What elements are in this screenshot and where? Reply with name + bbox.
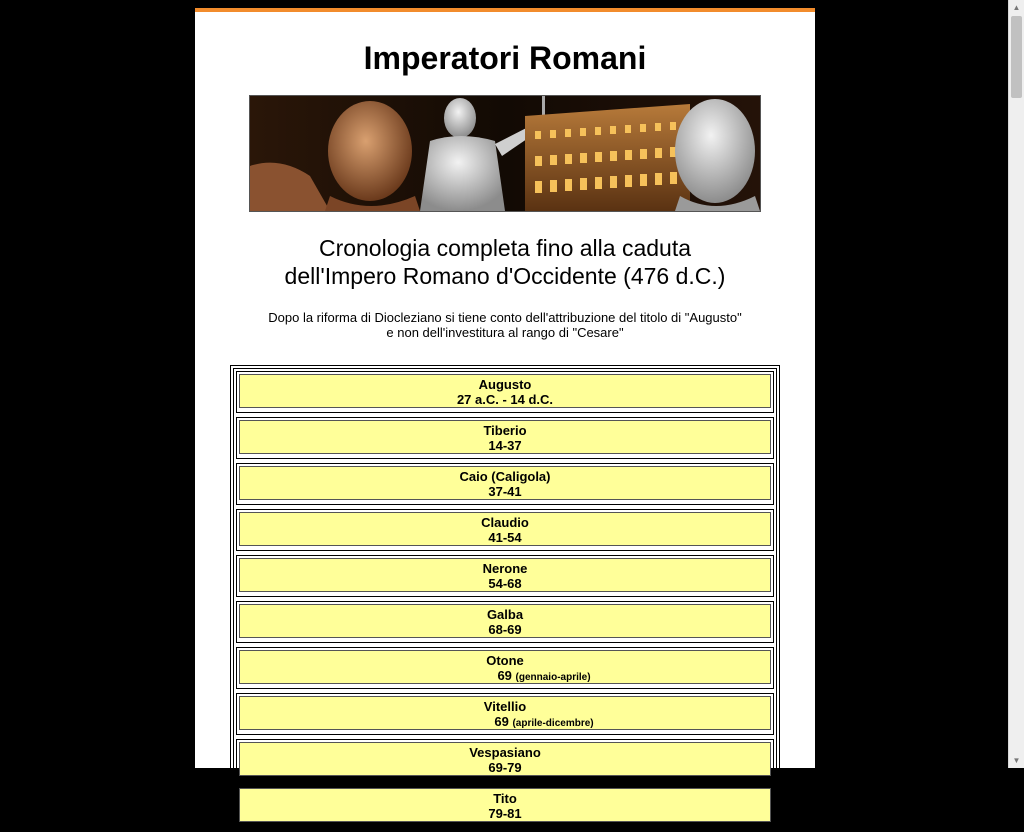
- emperor-name: Vespasiano: [469, 745, 541, 760]
- triangle-down-icon[interactable]: ▼: [1012, 756, 1021, 765]
- table-row: [236, 785, 774, 827]
- emperor-cell: [239, 742, 771, 776]
- emperor-name: Augusto: [478, 377, 532, 392]
- emperor-name: Claudio: [481, 515, 529, 530]
- emperor-years: 69: [497, 668, 512, 683]
- scrollbar-thumb[interactable]: [1011, 16, 1022, 98]
- emperor-cell: [239, 604, 771, 638]
- emperor-cell: [239, 788, 771, 822]
- page-subtitle: [195, 234, 815, 290]
- table-row: [236, 417, 774, 459]
- emperor-name: Vitellio: [483, 699, 527, 714]
- emperor-years: 27 a.C. - 14 d.C.: [456, 392, 554, 407]
- emperor-years-line: [240, 668, 770, 685]
- emperor-years-note: (gennaio-aprile): [515, 672, 591, 683]
- emperor-years: 37-41: [488, 484, 522, 499]
- page-container: [195, 8, 815, 821]
- emperor-years: 14-37: [488, 438, 522, 453]
- emperor-name: Tiberio: [483, 423, 527, 438]
- emperor-name: Galba: [486, 607, 524, 622]
- emperor-years-note: (aprile-dicembre): [512, 718, 594, 729]
- banner-image: [249, 95, 761, 212]
- emperor-cell: [239, 374, 771, 408]
- emperor-years: 79-81: [488, 806, 522, 821]
- emperors-table-body: [233, 368, 777, 832]
- emperor-name: Nerone: [482, 561, 528, 576]
- table-row: [236, 647, 774, 689]
- emperors-table: [230, 365, 780, 821]
- emperor-years: 54-68: [488, 576, 522, 591]
- emperor-name: Otone: [486, 653, 524, 668]
- emperor-years: 69-79: [488, 760, 522, 775]
- page-title: Imperatori Romani: [363, 40, 647, 76]
- note-line-2: e non dell'investitura al rango di "Cesare": [386, 325, 624, 340]
- note-line-1: Dopo la riforma di Diocleziano si tiene conto dell'attribuzione del titolo di "Augusto": [268, 310, 742, 325]
- emperor-cell: [239, 696, 771, 730]
- table-row: [236, 463, 774, 505]
- emperor-years: 68-69: [488, 622, 522, 637]
- emperor-cell: [239, 558, 771, 592]
- table-row: [236, 739, 774, 781]
- emperor-cell: [239, 466, 771, 500]
- emperor-years: 69: [494, 714, 509, 729]
- subtitle-line-2: dell'Impero Romano d'Occidente (476 d.C.): [284, 263, 726, 289]
- emperor-name: Tito: [493, 791, 517, 806]
- table-row: [236, 509, 774, 551]
- table-row: [236, 555, 774, 597]
- vertical-scrollbar[interactable]: [1008, 0, 1024, 768]
- subtitle-line-1: Cronologia completa fino alla caduta: [318, 235, 692, 261]
- table-row: [236, 693, 774, 735]
- emperor-years: 41-54: [488, 530, 522, 545]
- emperor-cell: [239, 650, 771, 684]
- table-row: [236, 371, 774, 413]
- emperor-years-line: [240, 714, 770, 731]
- emperor-cell: [239, 420, 771, 454]
- intro-note: [195, 310, 815, 340]
- emperor-name: Caio (Caligola): [459, 469, 551, 484]
- table-row: [236, 601, 774, 643]
- triangle-up-icon[interactable]: ▲: [1012, 3, 1021, 12]
- emperor-cell: [239, 512, 771, 546]
